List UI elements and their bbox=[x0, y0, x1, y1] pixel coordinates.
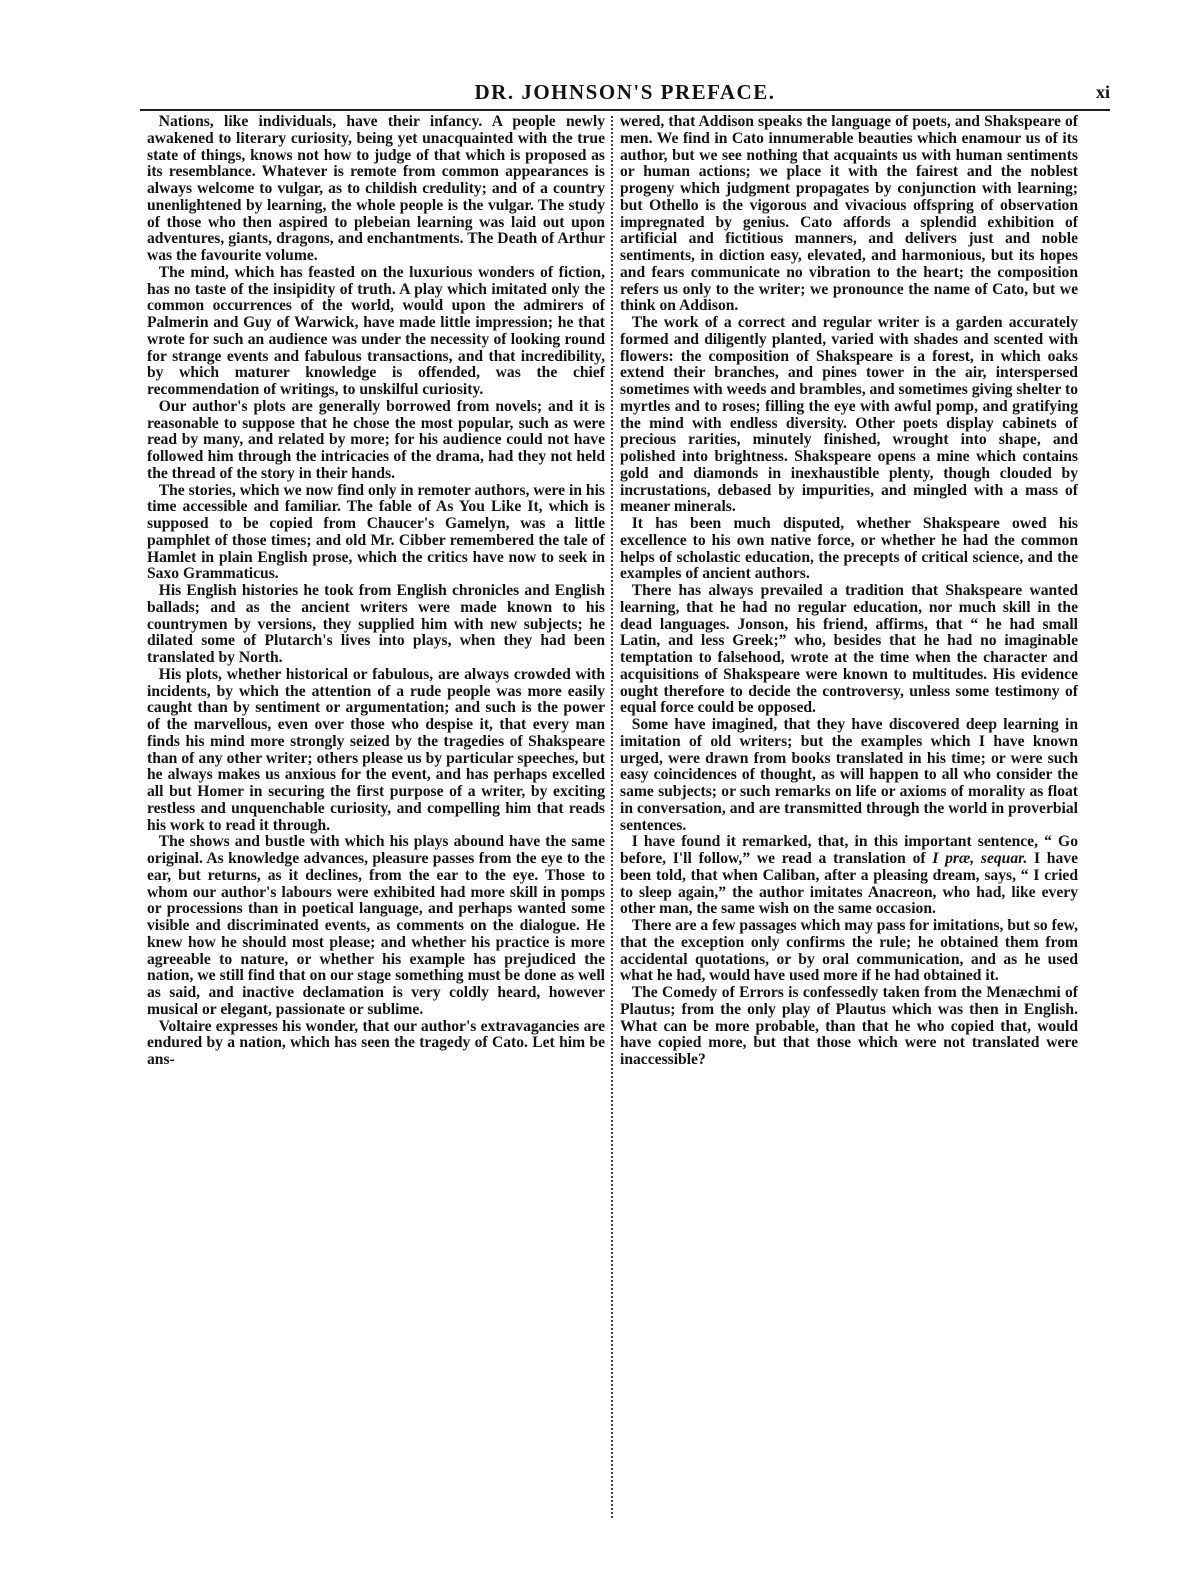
page-number: xi bbox=[1095, 82, 1110, 102]
paragraph: The shows and bustle with which his plays abound have the same original. As knowledge advances, pleasure passes from the eye to the ear, but returns, as it declines, from the ear to the eye. Those to whom our author's labours were exhibited had more skill in pomps or processions than in poetical language, and perhaps wanted some visible and discriminated events, as comments on the dialogue. He knew how he should most please; and whether his practice is more agreeable to nature, or whether his example has prejudiced the nation, we still find that on our stage something must be done as well as said, and inactive declamation is very coldly heard, however musical or elegant, passionate or sublime. bbox=[147, 833, 605, 1018]
paragraph: His English histories he took from English chronicles and English ballads; and as the ancient writers were made known to his countrymen by versions, they supplied him with new subjects; he dilated some of Plutarch's lives into plays, when they had been translated by North. bbox=[147, 582, 605, 666]
paragraph: The mind, which has feasted on the luxurious wonders of fiction, has no taste of the insipidity of truth. A play which imitated only the common occurrences of the world, would upon the admirers of Palmerin and Guy of Warwick, have made little impression; he that wrote for such an audience was under the necessity of looking round for strange events and fabulous transactions, and that incredibility, by which maturer knowledge is offended, was the chief recommendation of writings, to unskilful curiosity. bbox=[147, 263, 605, 398]
right-column bbox=[620, 114, 1078, 1069]
paragraph: The stories, which we now find only in remoter authors, were in his time accessible and familiar. The fable of As You Like It, which is supposed to be copied from Chaucer's Gamelyn, was a little pamphlet of those times; and old Mr. Cibber remembered the tale of Hamlet in plain English prose, which the critics have now to seek in Saxo Grammaticus. bbox=[147, 481, 605, 583]
paragraph: There has always prevailed a tradition that Shakspeare wanted learning, that he had no regular education, nor much skill in the dead languages. Jonson, his friend, affirms, that “ he had small Latin, and less Greek;” who, besides that he had no imaginable temptation to falsehood, wrote at the time when the character and acquisitions of Shakspeare were known to multitudes. His evidence ought therefore to decide the controversy, unless some testimony of equal force could be opposed. bbox=[620, 582, 1078, 717]
paragraph: Some have imagined, that they have discovered deep learning in imitation of old writers; but the examples which I have known urged, were drawn from books translated in his time; or were such easy coincidences of thought, as will happen to all who consider the same subjects; or such remarks on life or axioms of morality as float in conversation, and are transmitted through the world in proverbial sentences. bbox=[620, 716, 1078, 834]
quote-text-after: I have been told, that when Caliban, after a pleasing dream, says, “ I cried to sleep again,” the author imitates Anacreon, who had, like every other man, the same wish on the same occasion. bbox=[620, 850, 1078, 918]
paragraph: It has been much disputed, whether Shakspeare owed his excellence to his own native force, or whether he had the common helps of scholastic education, the precepts of critical science, and the examples of ancient authors. bbox=[620, 515, 1078, 583]
paragraph: The work of a correct and regular writer is a garden accurately formed and diligently planted, varied with shades and scented with flowers: the composition of Shakspeare is a forest, in which oaks extend their branches, and pines tower in the air, interspersed sometimes with weeds and brambles, and sometimes giving shelter to myrtles and to roses; filling the eye with awful pomp, and gratifying the mind with endless diversity. Other poets display cabinets of precious rarities, minutely finished, wrought into shape, and polished into brightness. Shakspeare opens a mine which contains gold and diamonds in inexhaustible plenty, though clouded by incrustations, debased by impurities, and mingled with a mass of meaner minerals. bbox=[620, 314, 1078, 516]
latin-quote: I præ, sequar. bbox=[932, 850, 1028, 867]
paragraph: The Comedy of Errors is confessedly taken from the Menæchmi of Plautus; from the only play of Plautus which was then in English. What can be more probable, than that he who copied that, would have copied more, but that those which were not translated were inaccessible? bbox=[620, 984, 1078, 1068]
page-header bbox=[140, 80, 1110, 110]
quote-text-before: I have found it remarked, that, in this important sentence, “ Go before, I'll follow,” we read a translation of bbox=[620, 833, 1078, 867]
continued-paragraph: wered, that Addison speaks the language of poets, and Shakspeare of men. We find in Cato innumerable beauties which enamour us of its author, but we see nothing that acquaints us with human sentiments or human actions; we place it with the fairest and the noblest progeny which judgment propagates by conjunction with learning; but Othello is the vigorous and vivacious offspring of observation impregnated by genius. Cato affords a splendid exhibition of artificial and fictitious manners, and delivers just and noble sentiments, in diction easy, elevated, and harmonious, but its hopes and fears communicate no vibration to the heart; the composition refers us only to the writer; we pronounce the name of Cato, but we think on Addison. bbox=[620, 113, 1078, 315]
header-rule bbox=[140, 109, 1110, 111]
paragraph: His plots, whether historical or fabulous, are always crowded with incidents, by which the attention of a rude people was more easily caught than by sentiment or argumentation; and such is the power of the marvellous, even over those who despise it, that every man finds his mind more strongly seized by the tragedies of Shakspeare than of any other writer; others please us by particular speeches, but he always makes us anxious for the event, and has perhaps excelled all but Homer in securing the first purpose of a writer, by exciting restless and unquenchable curiosity, and compelling him that reads his work to read it through. bbox=[147, 665, 605, 834]
paragraph: Voltaire expresses his wonder, that our author's extravagancies are endured by a nation, which has seen the tragedy of Cato. Let him be ans- bbox=[147, 1017, 605, 1068]
paragraph: Our author's plots are generally borrowed from novels; and it is reasonable to suppose that he chose the most popular, such as were read by many, and related by more; for his audience could not have followed him through the intricacies of the drama, had they not held the thread of the story in their hands. bbox=[147, 397, 605, 482]
paragraph: Nations, like individuals, have their infancy. A people newly awakened to literary curiosity, being yet unacquainted with the true state of things, knows not how to judge of that which is proposed as its resemblance. Whatever is remote from common appearances is always welcome to vulgar, as to childish credulity; and of a country unenlightened by learning, the whole people is the vulgar. The study of those who then aspired to plebeian learning was laid out upon adventures, giants, dragons, and enchantments. The Death of Arthur was the favourite volume. bbox=[147, 113, 605, 264]
running-title: DR. JOHNSON'S PREFACE. bbox=[474, 80, 776, 104]
left-column bbox=[147, 114, 605, 1069]
paragraph: There are a few passages which may pass for imitations, but so few, that the exception only confirms the rule; he obtained them from accidental quotations, or by oral communication, and as he used what he had, would have used more if he had obtained it. bbox=[620, 917, 1078, 985]
column-divider bbox=[611, 116, 613, 1518]
quote-paragraph bbox=[620, 834, 1078, 918]
